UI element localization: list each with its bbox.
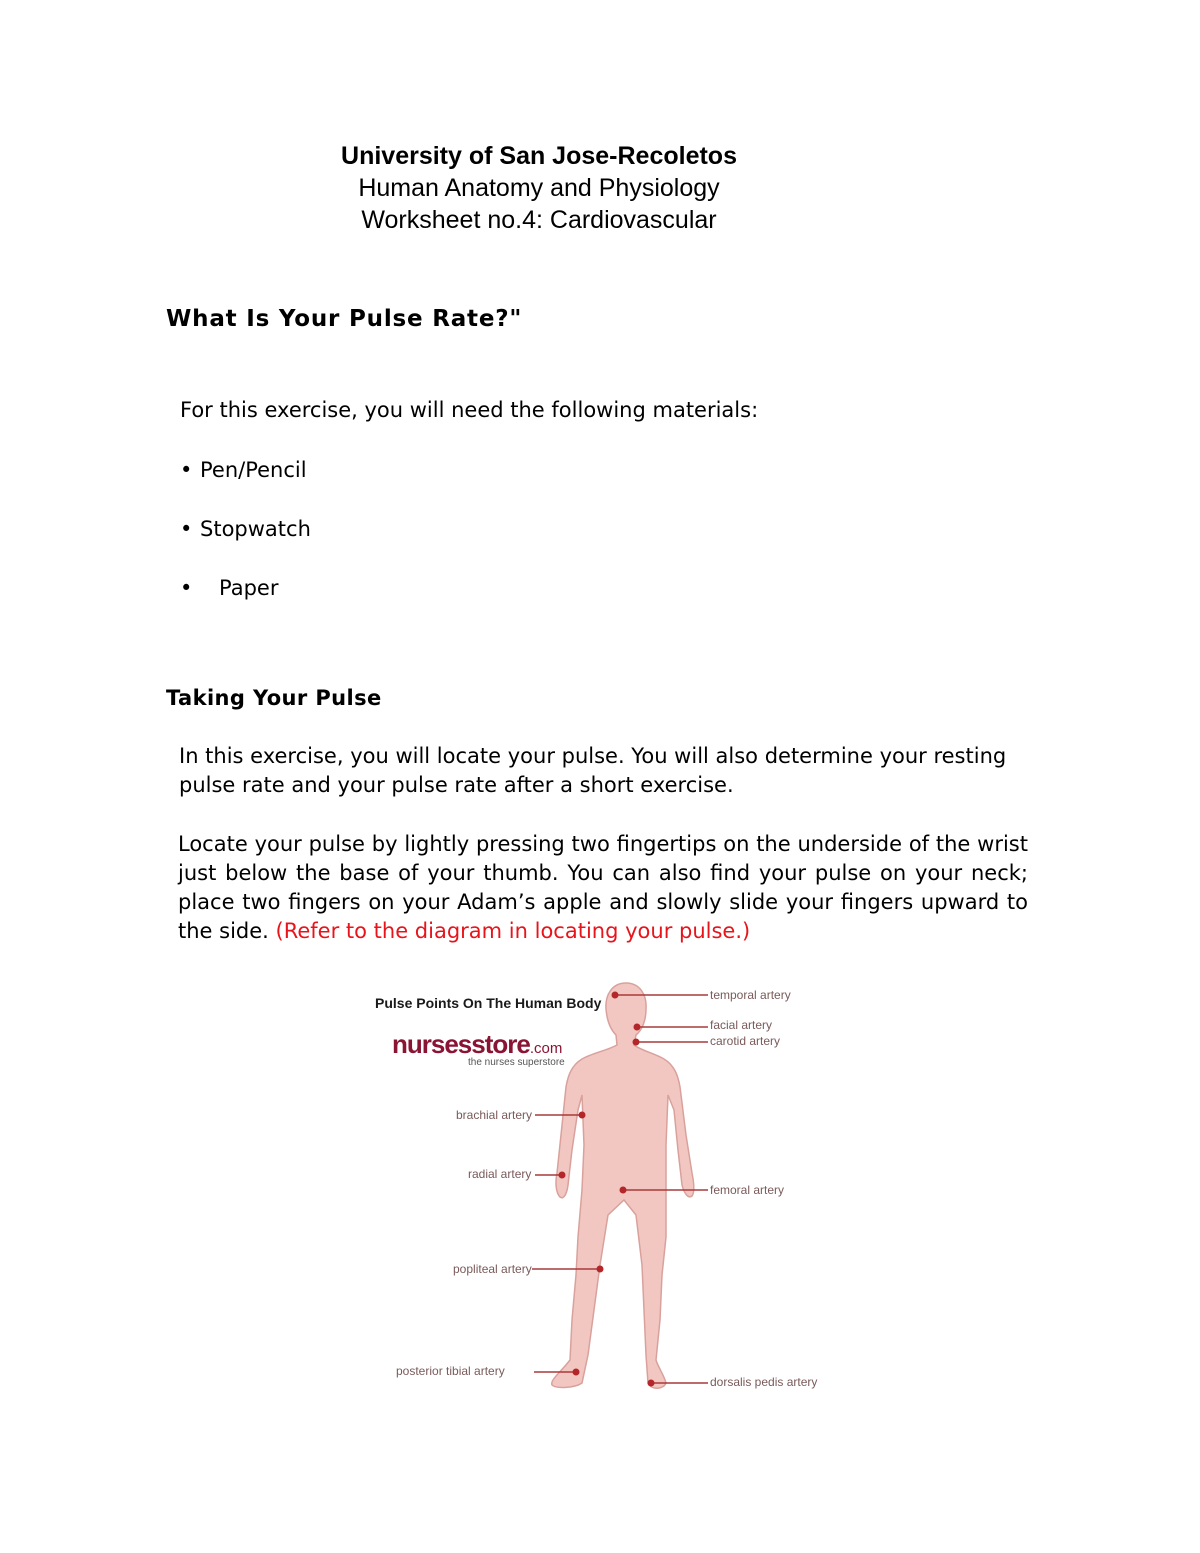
locate-pulse-text: Locate your pulse by lightly pressing two fingertips on the underside of the wrist just below the base of your thumb. You can also find your pulse on your neck; place two fingers on your Adam’s apple and slowly slide your fingers upward to the side.	[178, 832, 1028, 943]
pulse-points-diagram	[360, 975, 860, 1415]
temporal-artery-point	[612, 992, 619, 999]
course-title: Human Anatomy and Physiology	[358, 174, 720, 202]
posterior-tibial-artery-point	[573, 1369, 580, 1376]
label-temporal-artery: temporal artery	[710, 988, 791, 1002]
instructions-paragraph: In this exercise, you will locate your pulse. You will also determine your resting pulse rate and your pulse rate after a short exercise.	[179, 744, 1007, 797]
label-brachial-artery: brachial artery	[456, 1108, 533, 1122]
bullet-icon: •	[180, 576, 193, 600]
locate-pulse-paragraph	[178, 830, 1028, 946]
label-radial-artery: radial artery	[468, 1167, 532, 1181]
worksheet-title: Worksheet no.4: Cardiovascular	[361, 206, 717, 234]
materials-intro: For this exercise, you will need the following materials:	[180, 398, 759, 422]
section-heading-pulse-rate: What Is Your Pulse Rate?"	[166, 306, 523, 332]
logo-text-b: store	[471, 1029, 530, 1059]
carotid-artery-point	[633, 1039, 640, 1046]
label-femoral-artery: femoral artery	[710, 1183, 785, 1197]
university-name: University of San Jose-Recoletos	[341, 142, 737, 170]
pulse-points-figure	[360, 975, 860, 1415]
diagram-title: Pulse Points On The Human Body	[375, 995, 602, 1011]
brachial-artery-point	[579, 1112, 586, 1119]
material-label: Pen/Pencil	[200, 458, 307, 482]
document-header	[0, 140, 1078, 236]
logo-com: .com	[529, 1040, 563, 1057]
dorsalis-pedis-artery-point	[648, 1380, 655, 1387]
facial-artery-point	[634, 1024, 641, 1031]
popliteal-artery-point	[597, 1266, 604, 1273]
diagram-reference-note: (Refer to the diagram in locating your pulse.)	[275, 919, 751, 943]
svg-text:nursesstore.com	[392, 1029, 562, 1059]
body-silhouette	[552, 983, 694, 1388]
label-posterior-tibial-artery: posterior tibial artery	[396, 1364, 505, 1378]
list-item	[180, 573, 311, 632]
materials-list	[180, 455, 311, 632]
label-carotid-artery: carotid artery	[710, 1034, 781, 1048]
section-heading-taking-pulse: Taking Your Pulse	[166, 686, 382, 710]
radial-artery-point	[559, 1172, 566, 1179]
femoral-artery-point	[620, 1187, 627, 1194]
bullet-icon: •	[180, 517, 193, 541]
logo-tagline: the nurses superstore	[468, 1057, 565, 1068]
material-label: Paper	[219, 576, 279, 600]
material-label: Stopwatch	[200, 517, 311, 541]
label-facial-artery: facial artery	[710, 1018, 773, 1032]
human-body-figure	[552, 983, 694, 1388]
logo-text-a: nurses	[392, 1029, 472, 1059]
nursesstore-logo	[392, 1029, 565, 1068]
bullet-icon: •	[180, 458, 193, 482]
list-item	[180, 514, 311, 573]
label-dorsalis-pedis-artery: dorsalis pedis artery	[710, 1375, 818, 1389]
list-item	[180, 455, 311, 514]
label-popliteal-artery: popliteal artery	[453, 1262, 532, 1276]
